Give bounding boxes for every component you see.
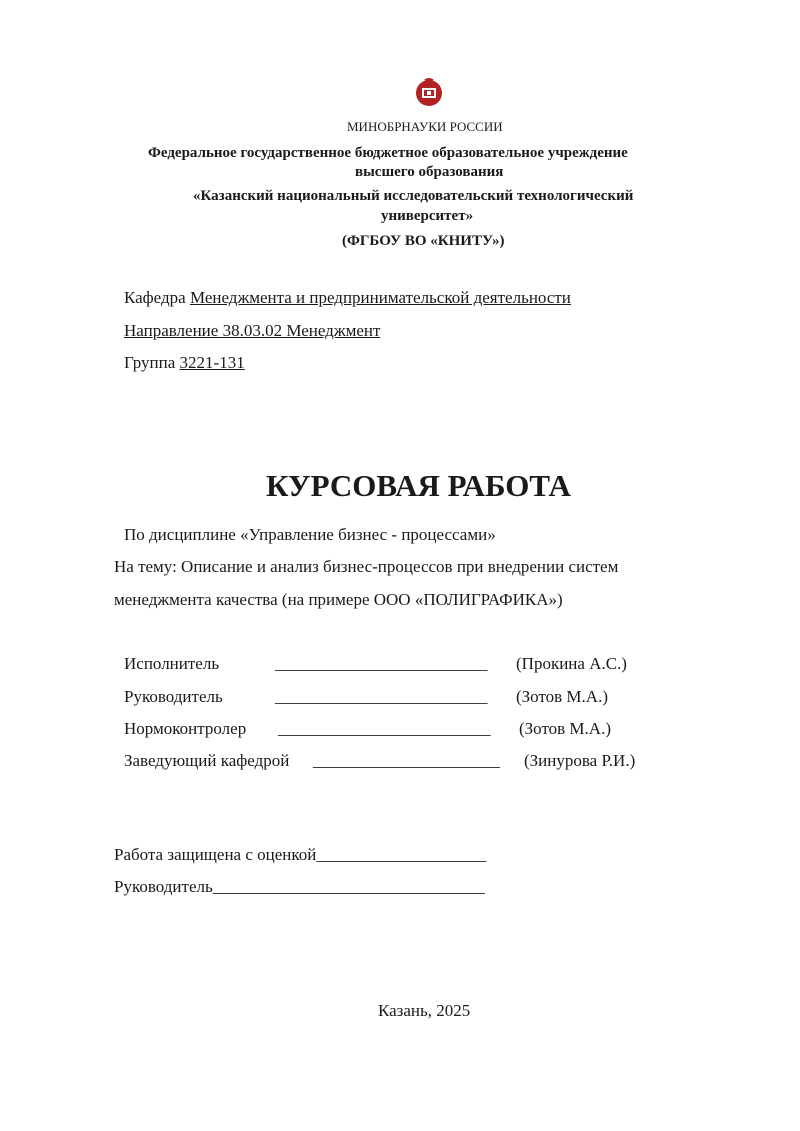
ministry-name: МИНОБРНАУКИ РОССИИ — [347, 119, 503, 134]
signature-name: (Зотов М.А.) — [516, 687, 608, 706]
defense-grade-line: Работа защищена с оценкой____________________ — [114, 845, 487, 864]
org-line-3: «Казанский национальный исследовательский технологический — [193, 188, 634, 204]
university-emblem-icon — [415, 77, 443, 107]
department-line — [124, 288, 571, 308]
city-year: Казань, 2025 — [378, 1001, 471, 1020]
org-short-name: (ФГБОУ ВО «КНИТУ») — [342, 233, 505, 249]
signature-line: _________________________ — [275, 654, 488, 673]
signature-role: Руководитель — [124, 687, 223, 706]
signature-name: (Прокина А.С.) — [516, 654, 627, 673]
signature-role: Заведующий кафедрой — [124, 751, 290, 770]
group-label: Группа — [124, 353, 176, 372]
group-line — [124, 353, 245, 373]
signature-role: Исполнитель — [124, 654, 220, 673]
work-title: КУРСОВАЯ РАБОТА — [266, 468, 571, 503]
signature-role: Нормоконтролер — [124, 719, 247, 738]
discipline-line: По дисциплине «Управление бизнес - процессами» — [124, 525, 496, 544]
org-line-1: Федеральное государственное бюджетное образовательное учреждение — [148, 145, 628, 161]
defense-supervisor-line: Руководитель________________________________ — [114, 877, 485, 896]
signature-line: _________________________ — [278, 719, 491, 738]
org-line-4: университет» — [381, 208, 474, 224]
org-line-2: высшего образования — [355, 164, 504, 180]
department-label: Кафедра — [124, 288, 186, 307]
topic-line-2: менеджмента качества (на примере ООО «ПОЛИГРАФИКА») — [114, 590, 563, 609]
signature-line: ______________________ — [313, 751, 500, 770]
signature-line: _________________________ — [275, 687, 488, 706]
direction-line: Направление 38.03.02 Менеджмент — [124, 321, 381, 340]
group-value: 3221-131 — [179, 353, 245, 372]
signature-name: (Зинурова Р.И.) — [524, 751, 636, 770]
signature-name: (Зотов М.А.) — [519, 719, 611, 738]
topic-line-1: На тему: Описание и анализ бизнес-процессов при внедрении систем — [114, 557, 619, 576]
department-value: Менеджмента и предпринимательской деятельности — [189, 288, 571, 307]
